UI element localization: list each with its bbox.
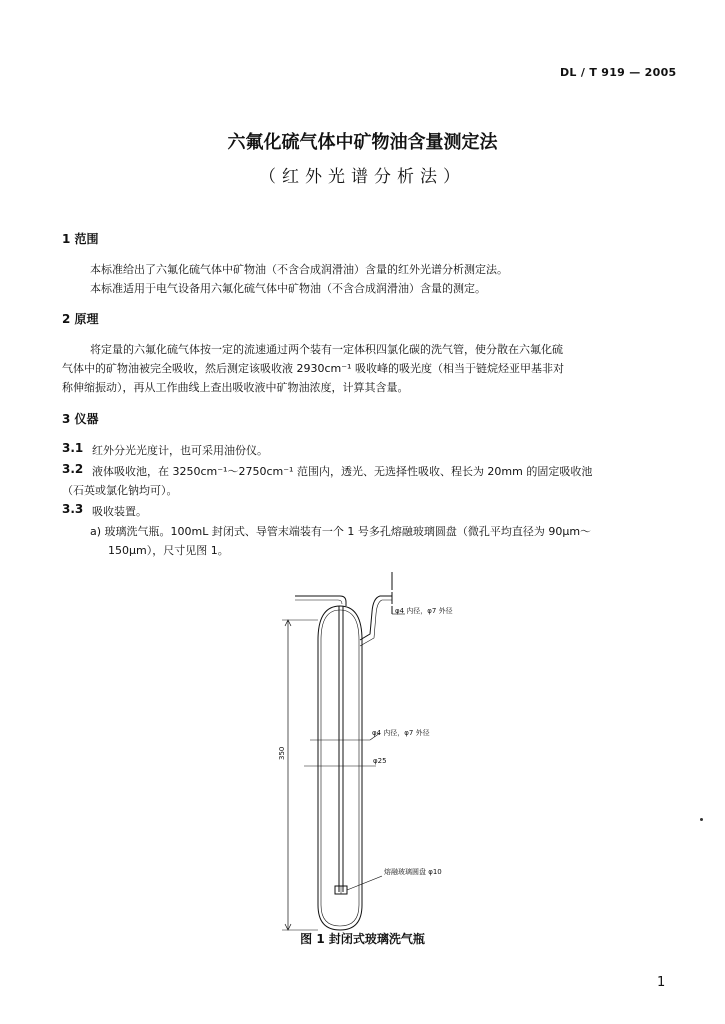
section-2-line-2: 气体中的矿物油被完全吸收，然后测定该吸收液 2930cm⁻¹ 吸收峰的吸光度（相当于链烷烃亚甲基非对 — [62, 362, 564, 375]
section-1-heading: 1 范围 — [62, 232, 99, 246]
section-1-para-2: 本标准适用于电气设备用六氟化硫气体中矿物油（不含合成润滑油）含量的测定。 — [90, 282, 486, 295]
section-1-para-1: 本标准给出了六氟化硫气体中矿物油（不含合成润滑油）含量的红外光谱分析测定法。 — [90, 263, 508, 276]
document-title: 六氟化硫气体中矿物油含量测定法 — [227, 132, 498, 153]
section-2-heading: 2 原理 — [62, 312, 99, 326]
standard-code: DL / T 919 — 2005 — [560, 66, 677, 79]
item-3-2-line-2: （石英或氯化钠均可）。 — [62, 484, 178, 497]
item-3-1-text: 红外分光光度计，也可采用油份仪。 — [92, 444, 268, 457]
document-subtitle: （红外光谱分析法） — [259, 167, 466, 187]
outlet-diameter-label: φ4 内径，φ7 外径 — [395, 607, 453, 615]
disc-label: 熔融玻璃圆盘 φ10 — [384, 868, 442, 876]
body-diameter-label: φ25 — [373, 757, 387, 765]
item-3-2-line-1: 液体吸收池，在 3250cm⁻¹～2750cm⁻¹ 范围内，透光、无选择性吸收、程长为 20mm 的固定吸收池 — [92, 465, 593, 478]
outlet-tube — [360, 596, 392, 640]
scan-speck — [700, 818, 703, 821]
section-3-heading: 3 仪器 — [62, 412, 99, 426]
section-2-line-1: 将定量的六氟化硫气体按一定的流速通过两个装有一定体积四氯化碳的洗气管，使分散在六氟化硫 — [90, 343, 563, 356]
height-dimension-label: 350 — [278, 746, 286, 760]
item-3-3-a-line-1: a) 玻璃洗气瓶。100mL 封闭式、导管末端装有一个 1 号多孔熔融玻璃圆盘（微孔平均直径为 90μm～ — [90, 525, 592, 538]
inlet-tube — [295, 596, 346, 606]
page-number: 1 — [657, 975, 666, 990]
item-3-3-a-line-2: 150μm），尺寸见图 1。 — [108, 544, 229, 557]
item-3-2-number: 3.2 — [62, 462, 84, 476]
item-3-3-text: 吸收装置。 — [92, 505, 147, 518]
bottle-body — [318, 606, 362, 930]
section-2-line-3: 称伸缩振动），再从工作曲线上查出吸收液中矿物油浓度，计算其含量。 — [62, 381, 409, 394]
item-3-1-number: 3.1 — [62, 441, 84, 455]
item-3-3-number: 3.3 — [62, 502, 84, 516]
inner-tube-diameter-label: φ4 内径，φ7 外径 — [372, 729, 430, 737]
figure-1-caption: 图 1 封闭式玻璃洗气瓶 — [300, 932, 425, 946]
